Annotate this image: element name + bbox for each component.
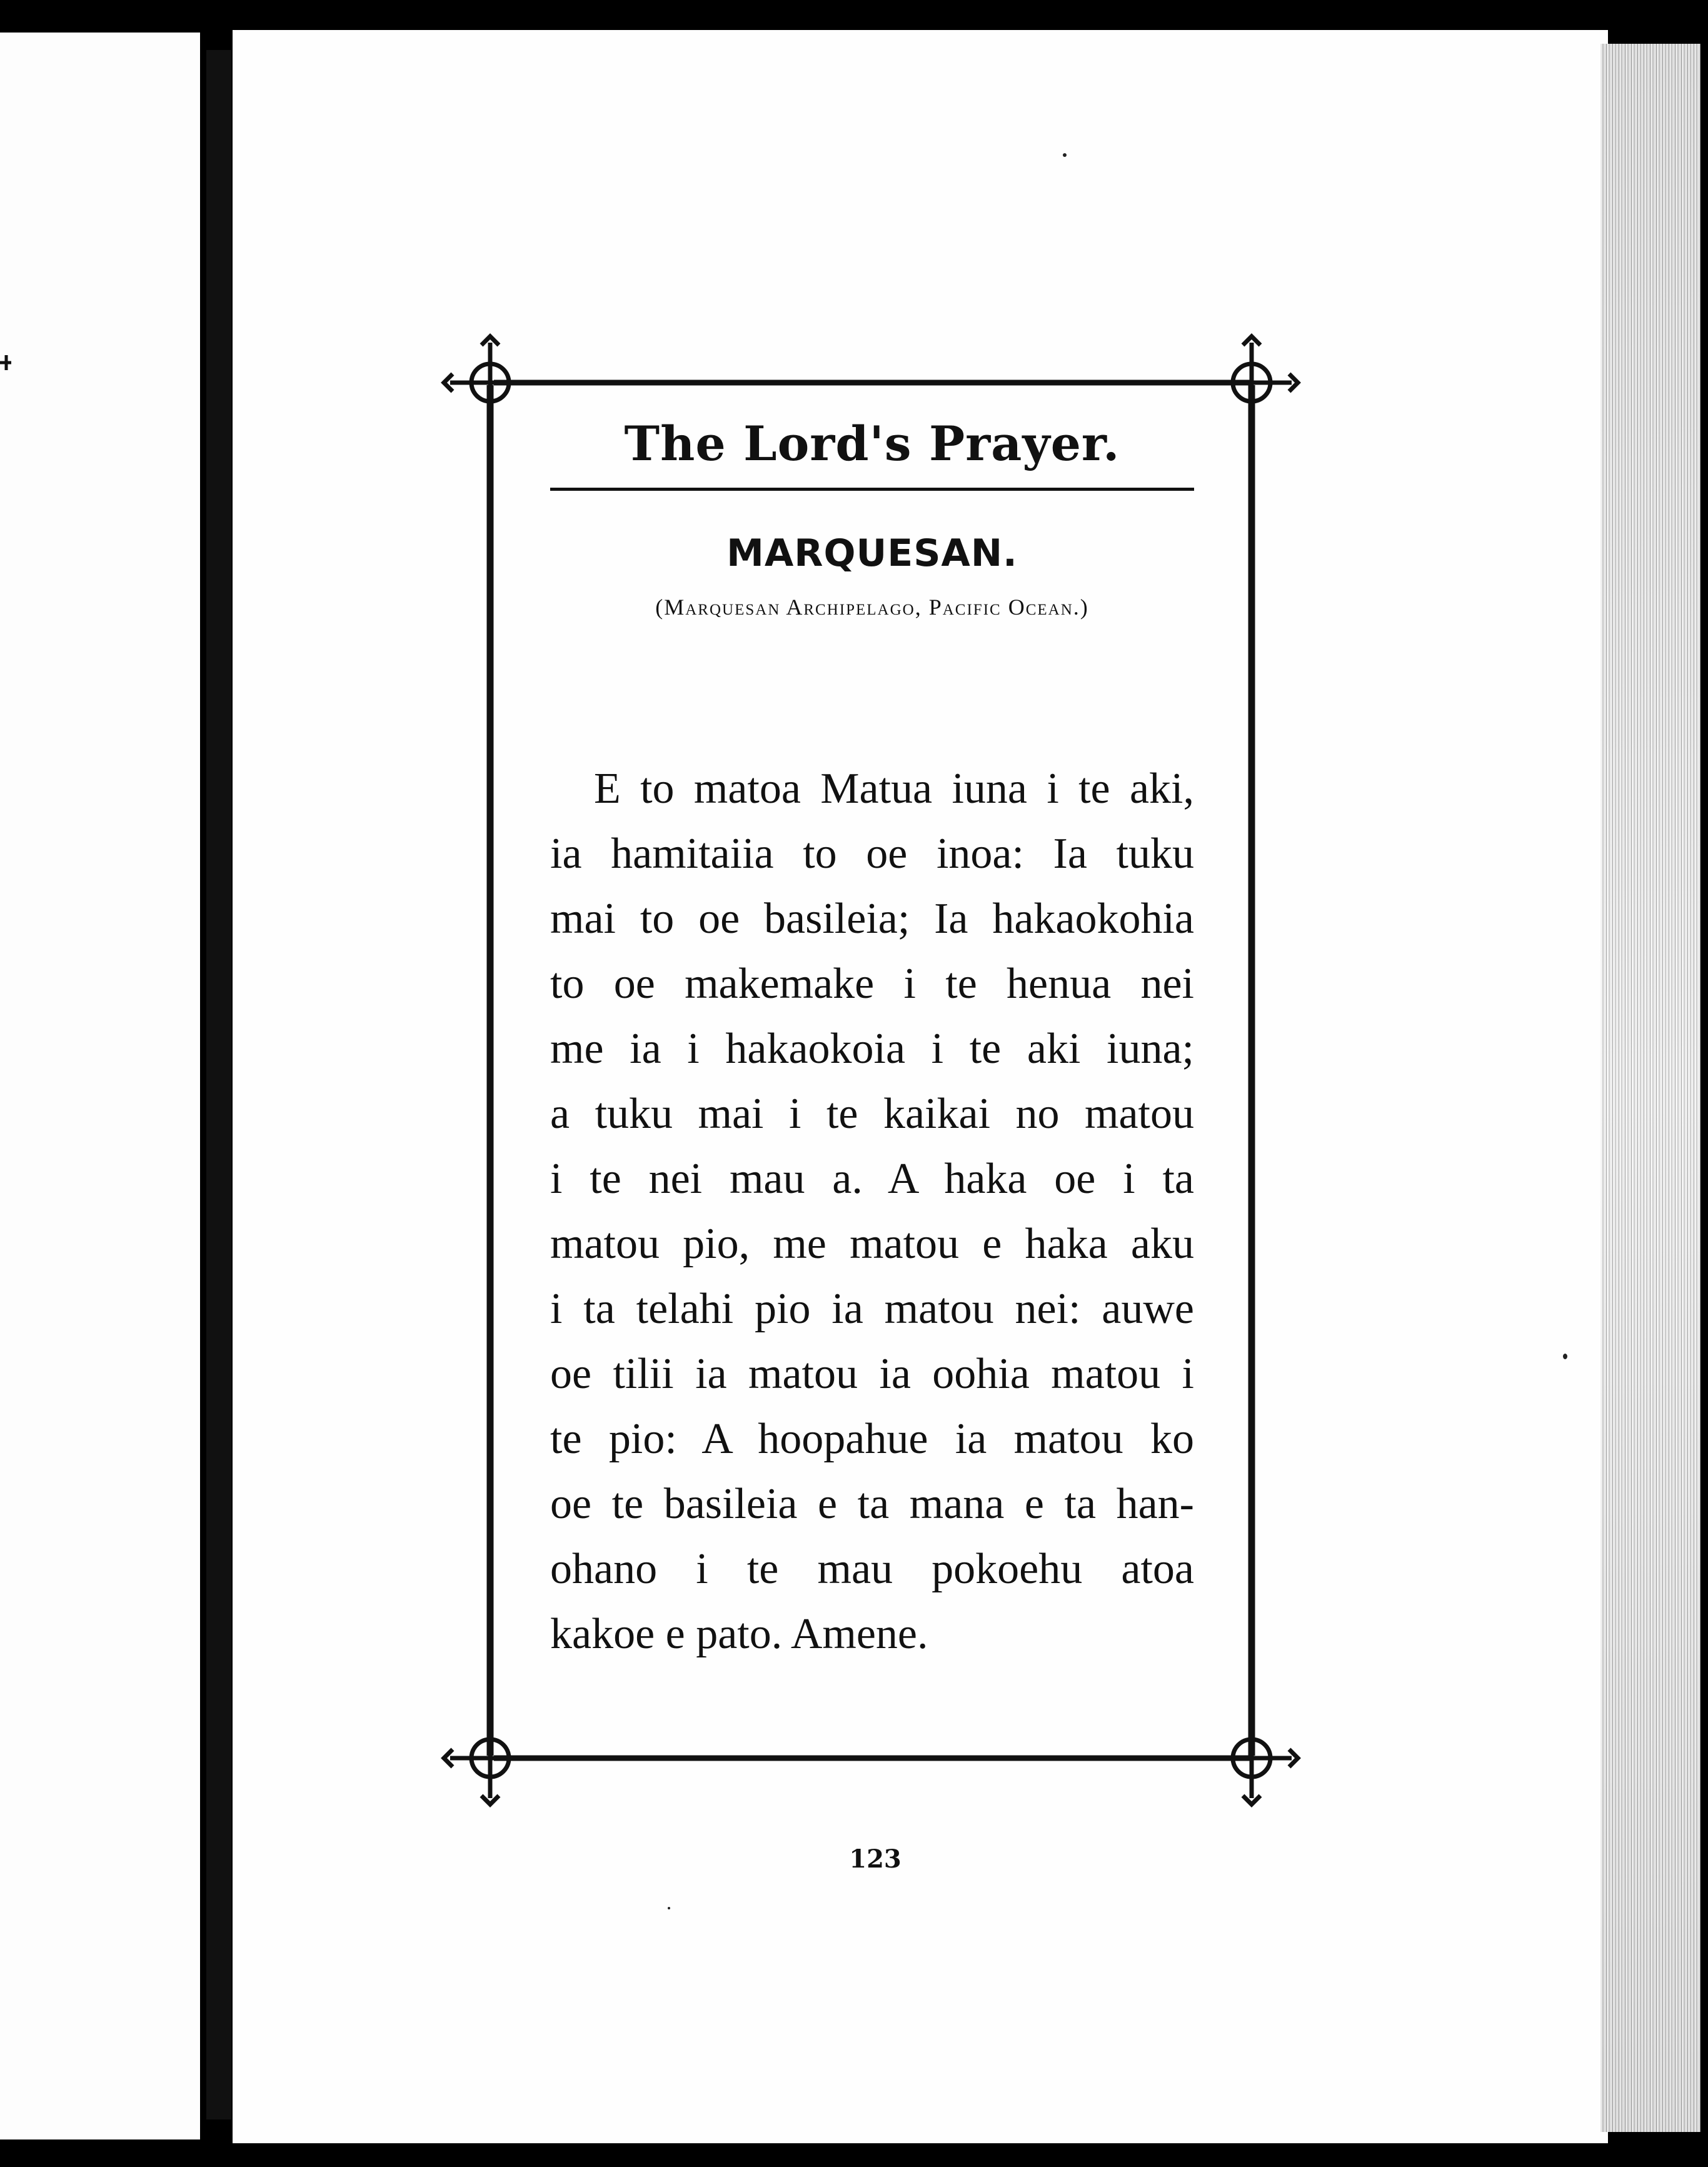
prayer-line: i te nei mau a. A haka oe i ta bbox=[550, 1155, 1194, 1203]
page-number: 123 bbox=[849, 1844, 902, 1874]
prayer-line: to oe makemake i te henua nei bbox=[550, 960, 1194, 1008]
title-divider bbox=[550, 488, 1194, 491]
left-facing-page bbox=[0, 33, 200, 2139]
prayer-line: i ta telahi pio ia matou nei: auwe bbox=[550, 1285, 1194, 1333]
prayer-line: a tuku mai i te kaikai no matou bbox=[550, 1090, 1194, 1138]
prayer-line: matou pio, me matou e haka aku bbox=[550, 1220, 1194, 1268]
prayer-line: mai to oe basileia; Ia hakaokohia bbox=[550, 895, 1194, 943]
prayer-panel bbox=[550, 406, 1194, 1658]
prayer-line: te pio: A hoopahue ia matou ko bbox=[550, 1415, 1194, 1463]
language-heading: MARQUESAN. bbox=[726, 531, 1018, 575]
scan-speck bbox=[1563, 1354, 1567, 1359]
prayer-line: oe tilii ia matou ia oohia matou i bbox=[550, 1350, 1194, 1398]
prayer-line: E to matoa Matua iuna i te aki, bbox=[594, 765, 1194, 813]
scan-speck bbox=[1063, 153, 1067, 157]
prayer-line: oe te basileia e ta mana e ta han- bbox=[550, 1480, 1194, 1528]
prayer-line: ohano i te mau pokoehu atoa bbox=[550, 1545, 1194, 1593]
prayer-line: me ia i hakaokoia i te aki iuna; bbox=[550, 1025, 1194, 1073]
prayer-text bbox=[550, 757, 1194, 1667]
page-edge-stack bbox=[1600, 44, 1700, 2132]
prayer-line: kakoe e pato. Amene. bbox=[550, 1610, 928, 1658]
prayer-line: ia hamitaiia to oe inoa: Ia tuku bbox=[550, 830, 1194, 878]
region-subtitle: (Marquesan Archipelago, Pacific Ocean.) bbox=[655, 595, 1089, 620]
page-title: The Lord's Prayer. bbox=[624, 416, 1120, 471]
scan-speck bbox=[668, 1907, 670, 1909]
book-spine bbox=[206, 50, 231, 2119]
